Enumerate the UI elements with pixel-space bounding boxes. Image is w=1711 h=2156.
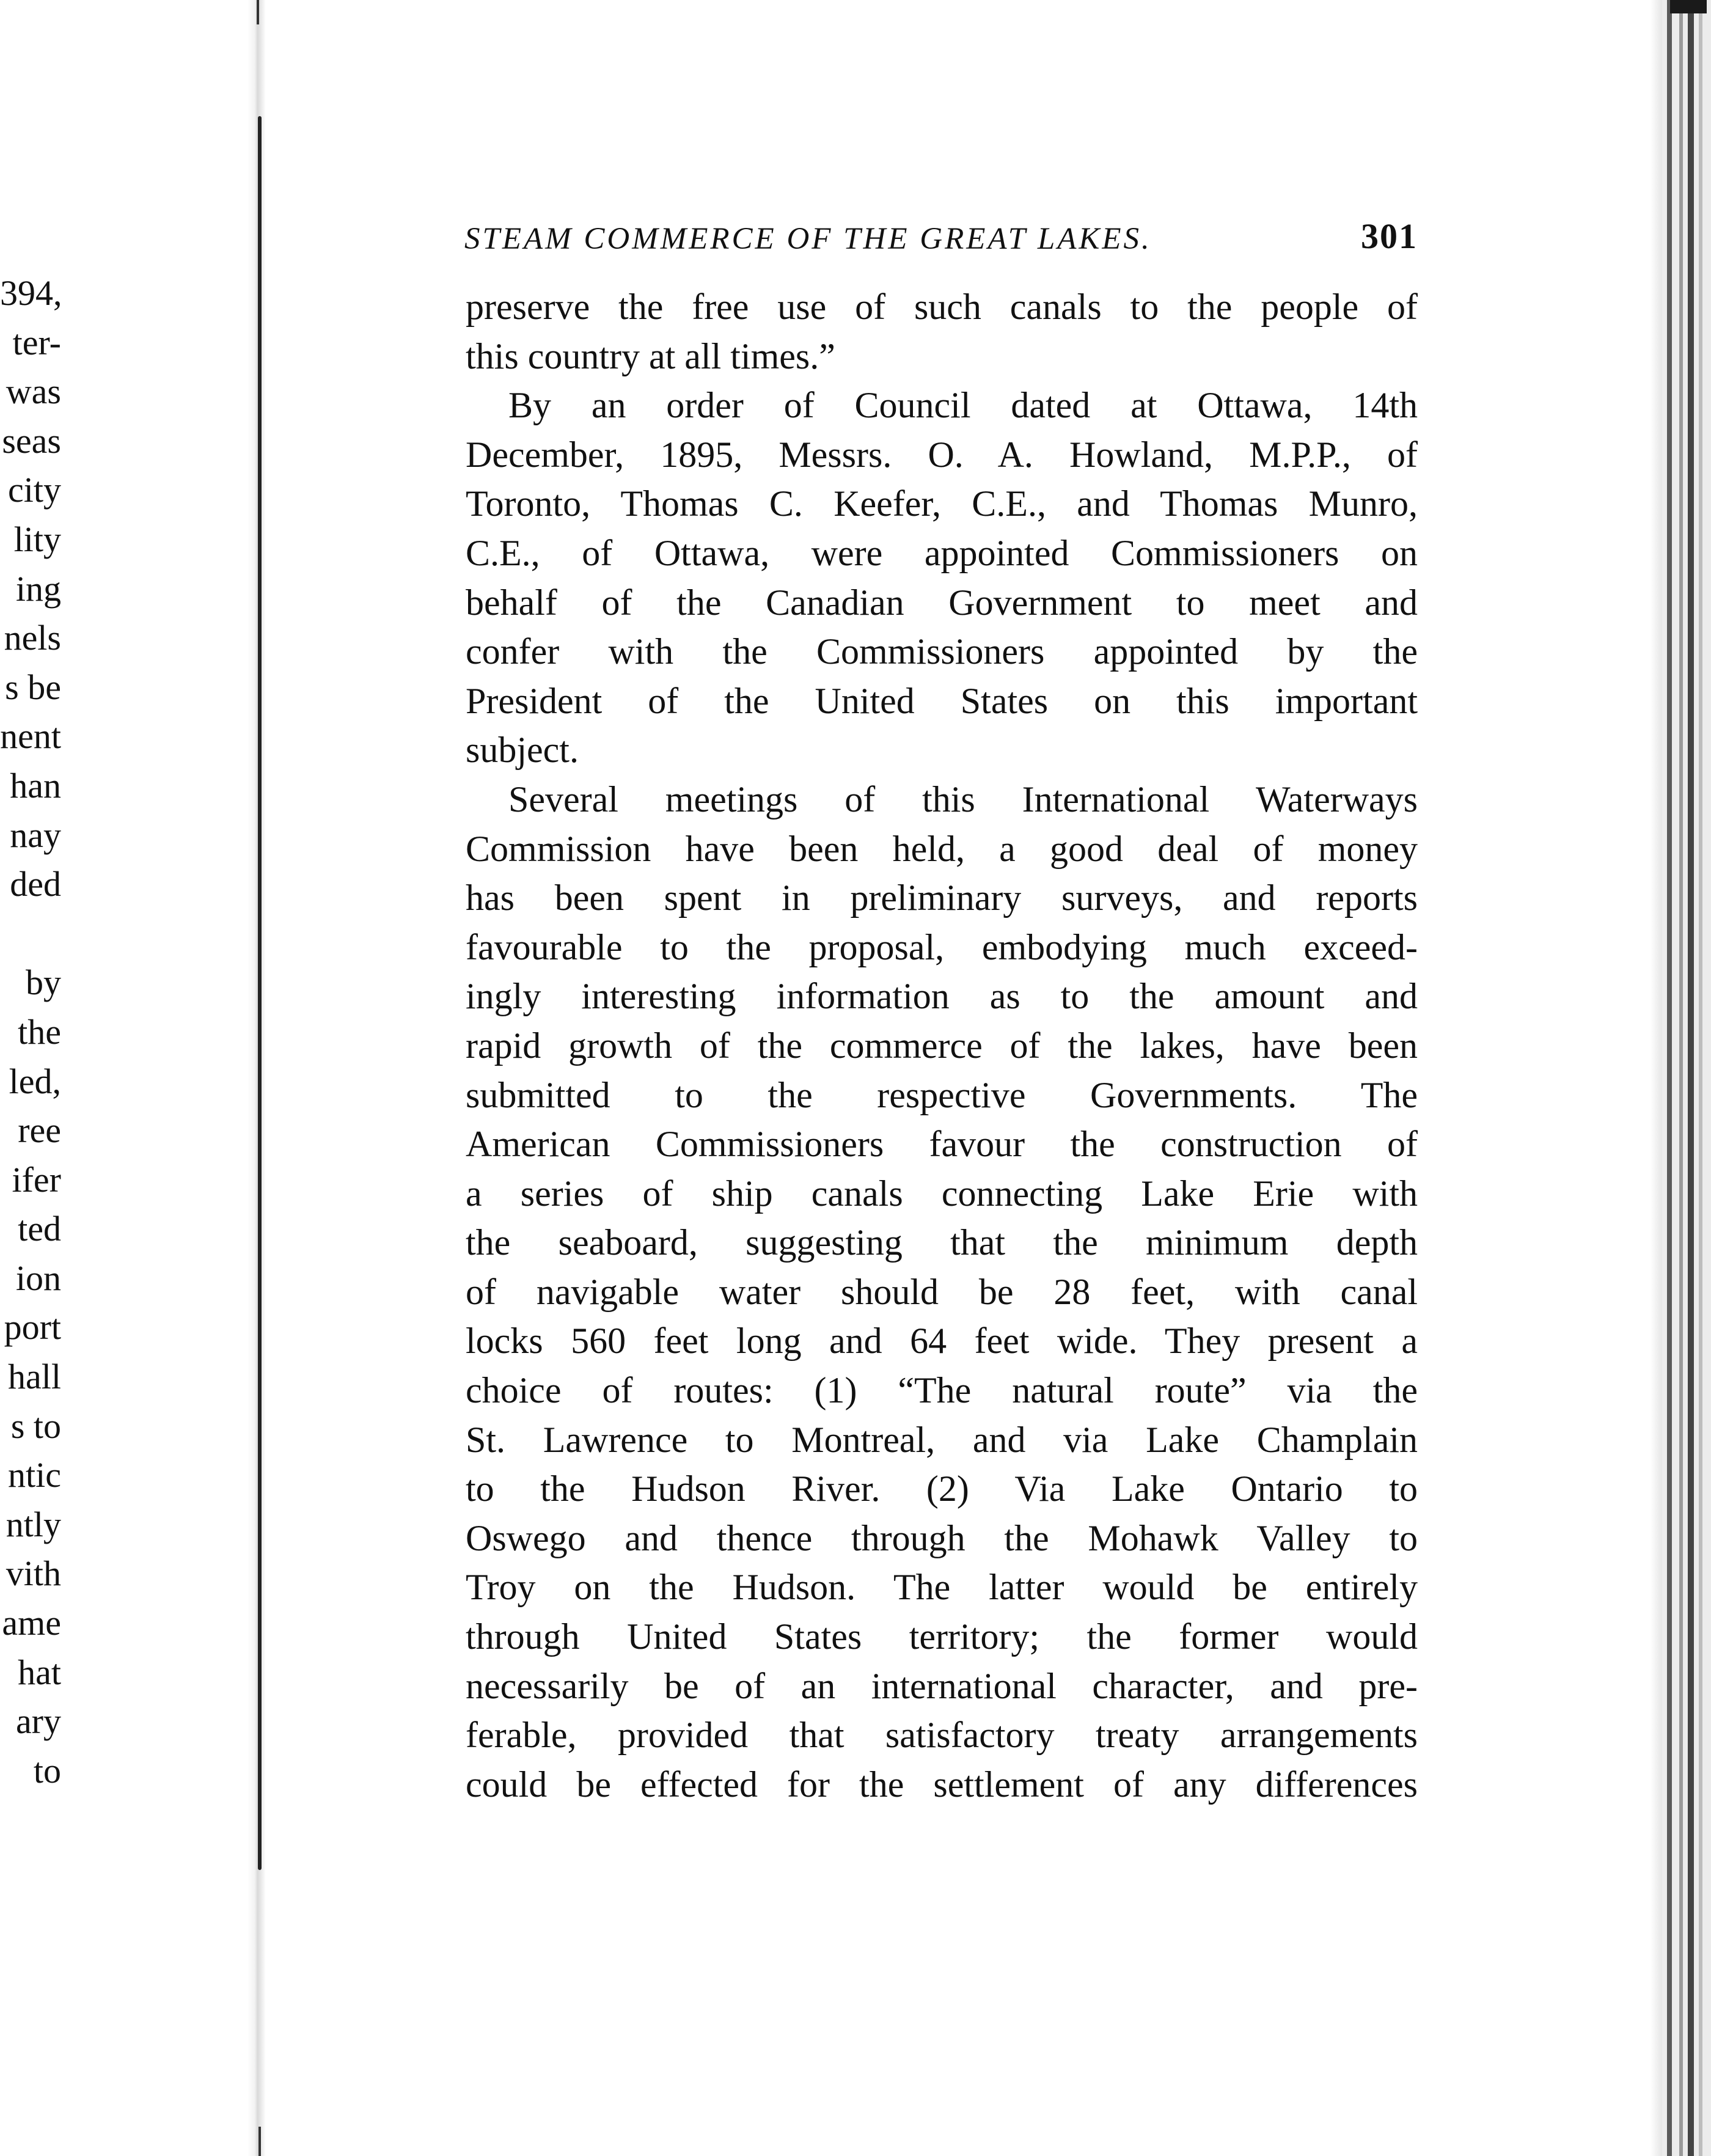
fold-line <box>258 116 262 1870</box>
fragment-line: ded <box>10 864 61 904</box>
fragment-line: 394, <box>0 273 62 313</box>
fragment-line: nent <box>0 716 61 757</box>
text-line: ingly interesting information as to the amount and <box>466 976 1418 1017</box>
text-line: could be effected for the settlement of any differences <box>466 1764 1418 1805</box>
text-line: subject. <box>466 730 579 771</box>
text-line: this country at all times.” <box>466 336 835 376</box>
fragment-line: nay <box>10 815 61 855</box>
fragment-line: to <box>33 1750 61 1791</box>
text-line: Commission have been held, a good deal of money <box>466 828 1418 869</box>
fragment-line: the <box>18 1011 61 1052</box>
page-number: 301 <box>1361 216 1418 256</box>
fragment-line: ary <box>15 1701 61 1742</box>
page-edge-shadow <box>1650 0 1662 2156</box>
page-stack-top <box>1670 0 1707 13</box>
text-line: necessarily be of an international character, and pre- <box>466 1665 1418 1706</box>
fragment-line: ifer <box>12 1159 61 1200</box>
text-line: preserve the free use of such canals to the people of <box>466 287 1418 327</box>
fragment-line: nels <box>4 618 61 658</box>
text-line: December, 1895, Messrs. O. A. Howland, M.P.P., of <box>466 434 1418 475</box>
text-line: a series of ship canals connecting Lake Erie with <box>466 1173 1418 1214</box>
fragment-line: lity <box>13 519 61 559</box>
fragment-line: vith <box>5 1553 61 1594</box>
fold-line-top <box>257 0 259 24</box>
fragment-line: s to <box>10 1406 61 1446</box>
text-line: ferable, provided that satisfactory treaty arrangements <box>466 1715 1418 1756</box>
text-line: through United States territory; the former would <box>466 1616 1418 1657</box>
text-line: rapid growth of the commerce of the lakes, have been <box>466 1025 1418 1066</box>
text-line: American Commissioners favour the construction of <box>466 1124 1418 1165</box>
fragment-line: city <box>8 470 61 510</box>
text-line: to the Hudson River. (2) Via Lake Ontario to <box>466 1469 1418 1509</box>
fragment-line: han <box>10 765 61 805</box>
fragment-line: ntly <box>5 1504 61 1544</box>
running-head <box>464 202 1418 257</box>
page-stack-line <box>1688 0 1694 2156</box>
page-stack-line <box>1679 0 1683 2156</box>
text-line: By an order of Council dated at Ottawa, 14th <box>508 385 1418 426</box>
fragment-line: hall <box>8 1357 61 1397</box>
fragment-line: ter- <box>12 322 61 362</box>
text-line: Troy on the Hudson. The latter would be entirely <box>466 1567 1418 1608</box>
fragment-line: ame <box>2 1603 61 1643</box>
text-line: submitted to the respective Governments. The <box>466 1074 1418 1115</box>
text-line: behalf of the Canadian Government to meet and <box>466 582 1418 623</box>
page-stack-line <box>1667 0 1672 2156</box>
text-line: of navigable water should be 28 feet, with canal <box>466 1271 1418 1312</box>
fragment-line: by <box>26 963 61 1003</box>
previous-page <box>0 0 257 2156</box>
text-line: choice of routes: (1) “The natural route” via the <box>466 1370 1418 1411</box>
text-line: locks 560 feet long and 64 feet wide. They present a <box>466 1321 1418 1362</box>
text-line: the seaboard, suggesting that the minimum depth <box>466 1222 1418 1263</box>
fragment-line: hat <box>18 1652 61 1692</box>
text-line: Toronto, Thomas C. Keefer, C.E., and Thomas Munro, <box>466 483 1418 524</box>
fold-line-bottom <box>258 2127 261 2156</box>
fragment-line: port <box>4 1307 61 1348</box>
text-line: President of the United States on this important <box>466 680 1418 721</box>
fragment-line: ing <box>15 568 61 609</box>
book-gutter <box>247 0 266 2156</box>
text-line: confer with the Commissioners appointed by the <box>466 631 1418 672</box>
text-line: Several meetings of this International Waterways <box>508 779 1418 820</box>
text-line: Oswego and thence through the Mohawk Valley to <box>466 1517 1418 1558</box>
text-line: C.E., of Ottawa, were appointed Commissioners on <box>466 532 1418 573</box>
text-line: favourable to the proposal, embodying much exceed- <box>466 926 1418 967</box>
fragment-line: s be <box>5 667 61 707</box>
running-title: STEAM COMMERCE OF THE GREAT LAKES. <box>464 222 1152 256</box>
body-text <box>466 282 1418 1809</box>
fragment-line: was <box>5 372 61 412</box>
fragment-line: ree <box>18 1110 61 1151</box>
fragment-line: ntic <box>8 1455 61 1495</box>
fragment-line: seas <box>2 420 61 461</box>
fragment-line: ted <box>18 1209 61 1249</box>
page-stack-line <box>1699 0 1702 2156</box>
text-line: has been spent in preliminary surveys, and reports <box>466 878 1418 919</box>
fragment-line: ion <box>15 1258 61 1298</box>
fragment-line: led, <box>9 1061 61 1101</box>
text-line: St. Lawrence to Montreal, and via Lake Champlain <box>466 1419 1418 1460</box>
previous-page-text <box>0 269 257 1795</box>
fragment-line <box>0 909 257 959</box>
